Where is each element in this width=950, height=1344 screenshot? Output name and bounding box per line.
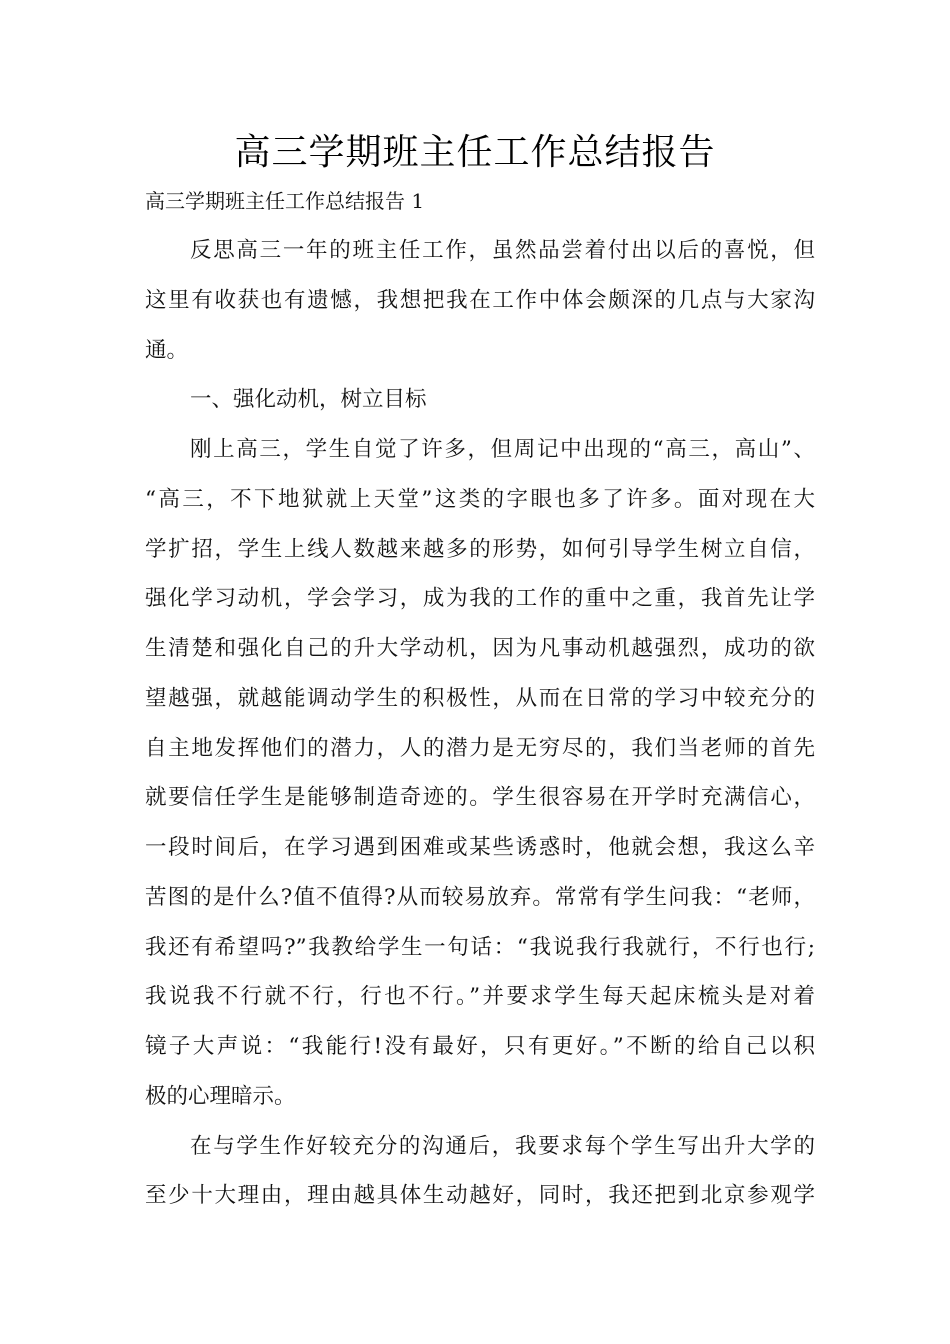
paragraph-line: 强化学习动机，学会学习，成为我的工作的重中之重，我首先让学 xyxy=(145,586,815,611)
paragraph-line: 通。 xyxy=(145,338,189,363)
paragraph-line: 生清楚和强化自己的升大学动机，因为凡事动机越强烈，成功的欲 xyxy=(145,636,815,661)
paragraph-line: 至少十大理由，理由越具体生动越好，同时，我还把到北京参观学 xyxy=(145,1183,815,1208)
document-title: 高三学期班主任工作总结报告 xyxy=(234,132,716,173)
paragraph-line: 苦图的是什么?值不值得?从而较易放弃。常常有学生问我：“老师， xyxy=(145,885,815,910)
paragraph-line: “高三，不下地狱就上天堂”这类的字眼也多了许多。面对现在大 xyxy=(145,487,815,512)
paragraph-line: 我还有希望吗?”我教给学生一句话：“我说我行我就行，不行也行; xyxy=(145,935,815,960)
document-subtitle: 高三学期班主任工作总结报告 1 xyxy=(145,189,425,213)
paragraph-line: 就要信任学生是能够制造奇迹的。学生很容易在开学时充满信心， xyxy=(145,785,815,810)
paragraph-line: 望越强，就越能调动学生的积极性，从而在日常的学习中较充分的 xyxy=(145,686,815,711)
paragraph-line: 学扩招，学生上线人数越来越多的形势，如何引导学生树立自信， xyxy=(145,537,815,562)
paragraph-line: 在与学生作好较充分的沟通后，我要求每个学生写出升大学的 xyxy=(190,1134,815,1159)
paragraph-line: 刚上高三，学生自觉了许多，但周记中出现的“高三，高山”、 xyxy=(190,437,815,462)
paragraph-line: 反思高三一年的班主任工作，虽然品尝着付出以后的喜悦，但 xyxy=(190,238,815,263)
paragraph-line: 镜子大声说：“我能行!没有最好，只有更好。”不断的给自己以积 xyxy=(145,1034,815,1059)
paragraph-line: 自主地发挥他们的潜力，人的潜力是无穷尽的，我们当老师的首先 xyxy=(145,736,815,761)
section-heading: 一、强化动机，树立目标 xyxy=(190,387,427,412)
paragraph-line: 我说我不行就不行，行也不行。”并要求学生每天起床梳头是对着 xyxy=(145,984,815,1009)
paragraph-line: 极的心理暗示。 xyxy=(145,1084,296,1109)
paragraph-line: 一段时间后，在学习遇到困难或某些诱惑时，他就会想，我这么辛 xyxy=(145,835,815,860)
paragraph-line: 这里有收获也有遗憾，我想把我在工作中体会颇深的几点与大家沟 xyxy=(145,288,815,313)
